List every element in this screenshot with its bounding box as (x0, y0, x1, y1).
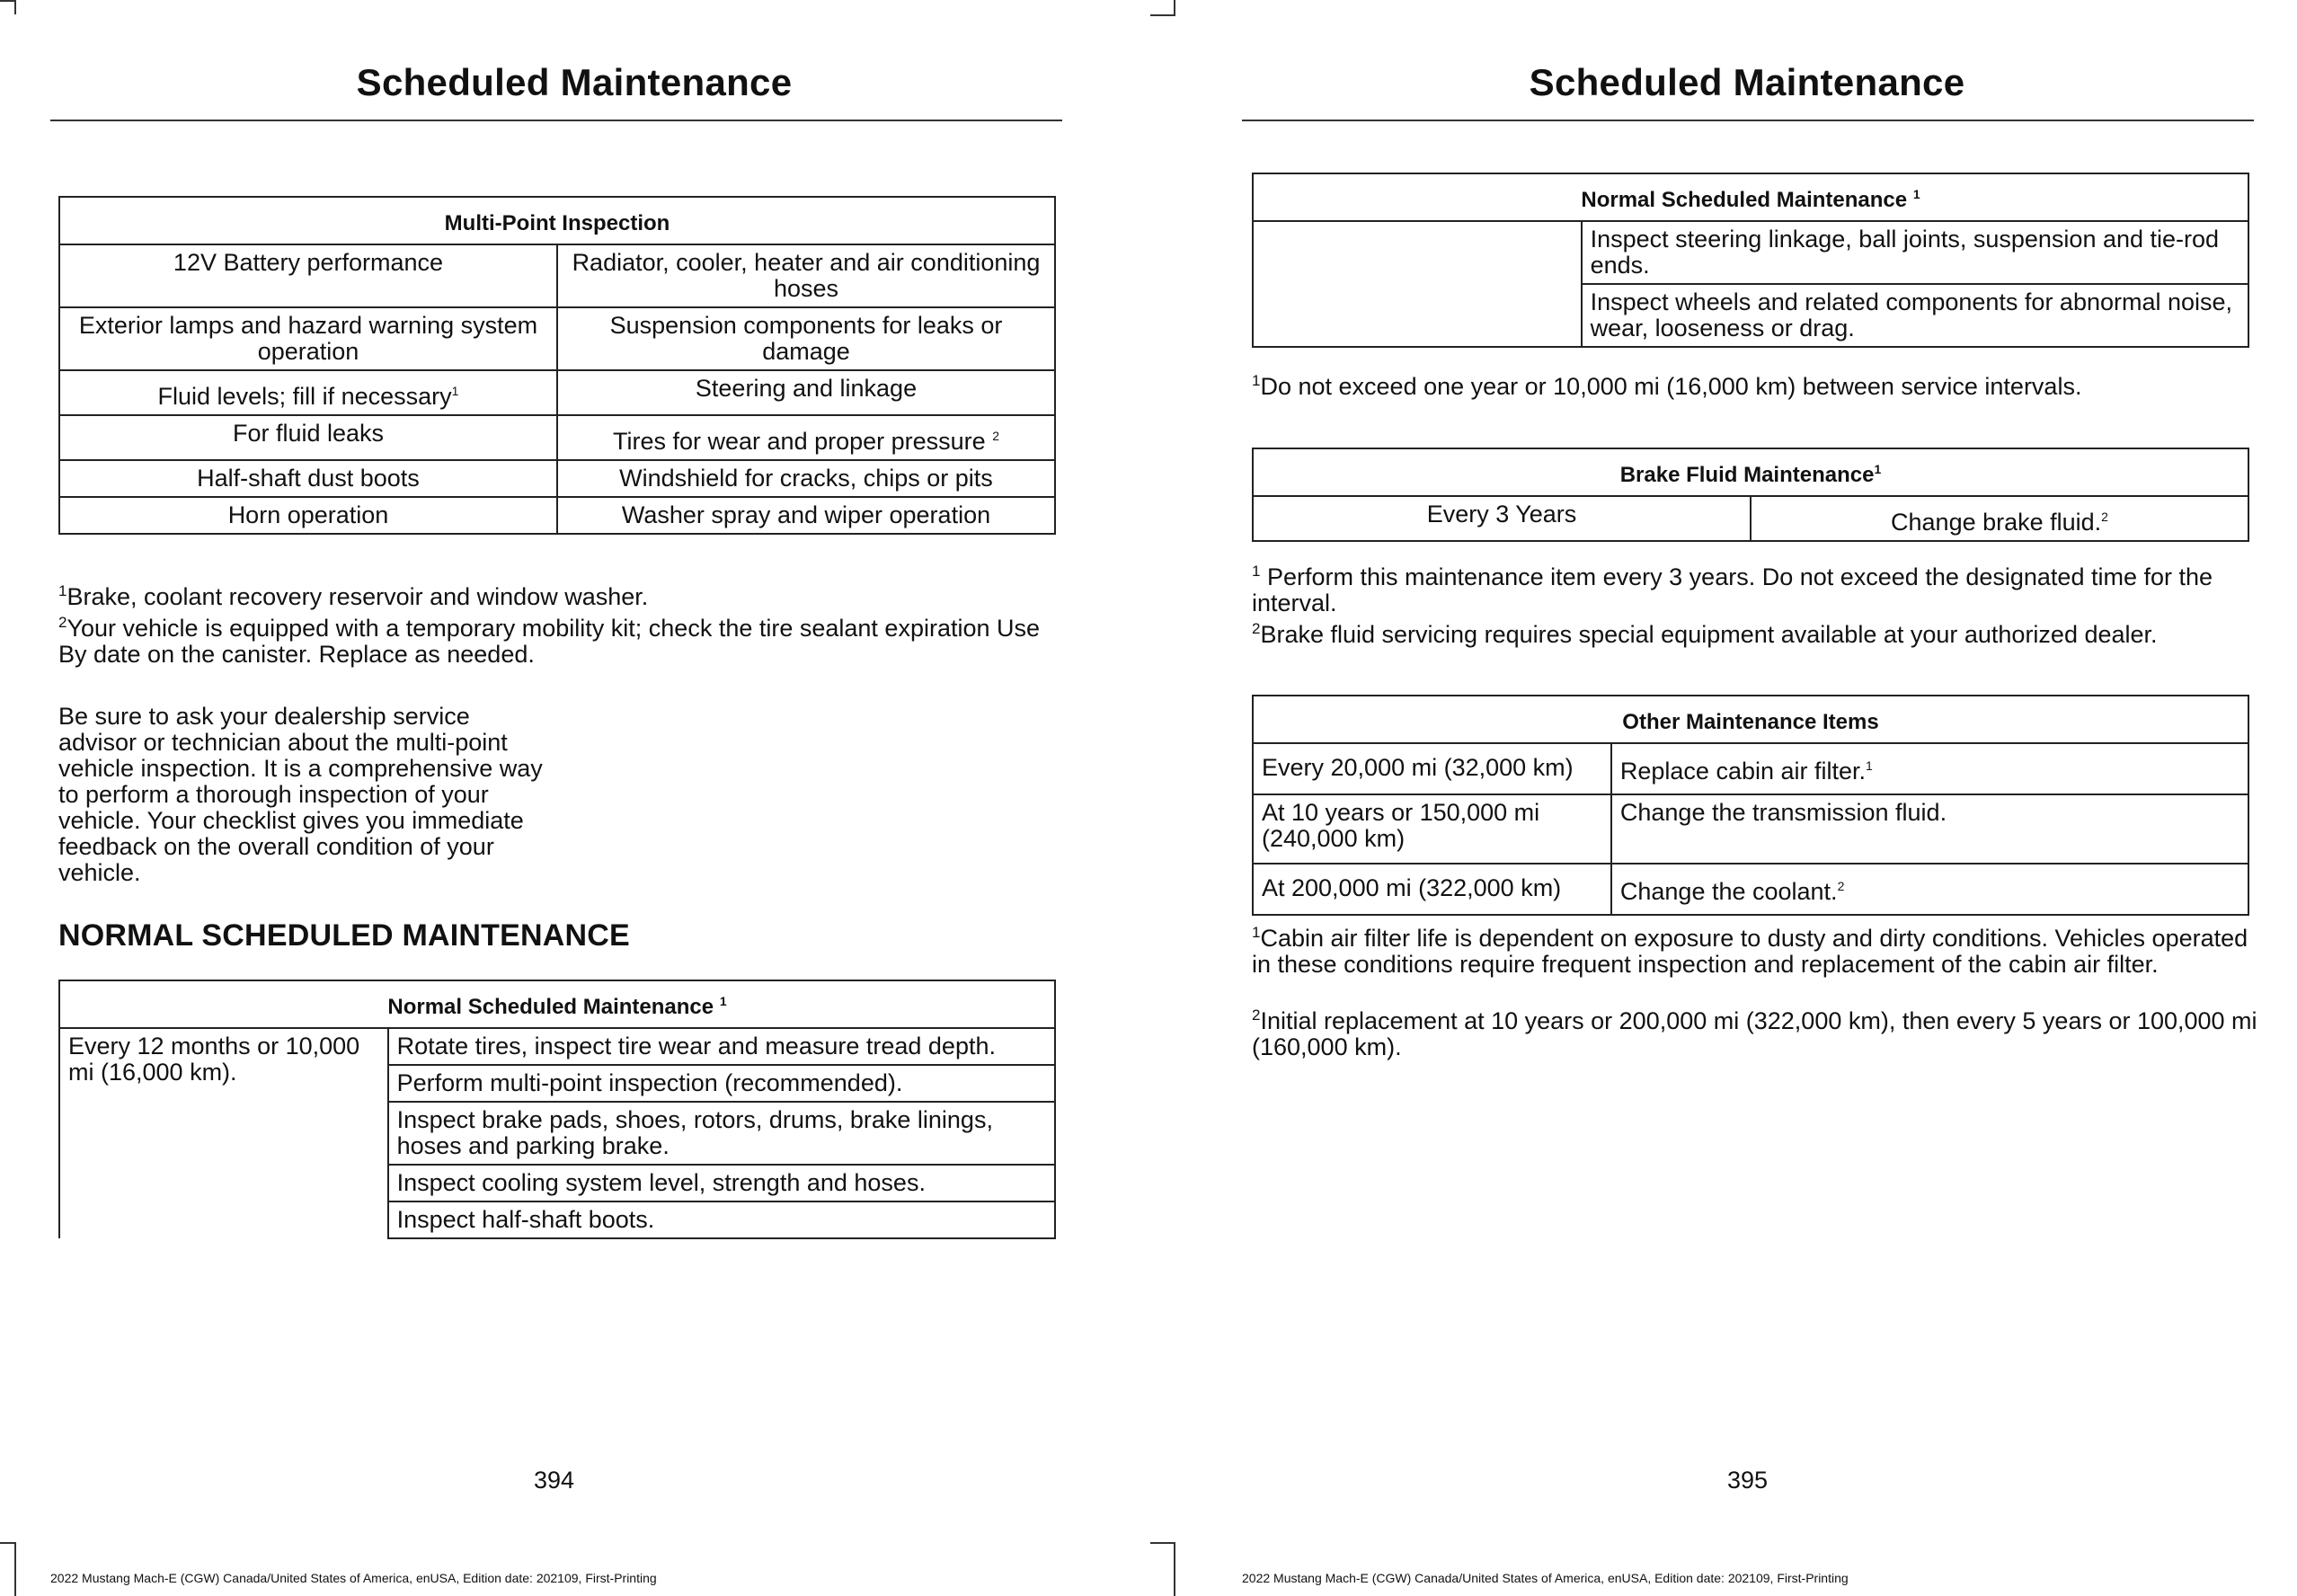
table-heading: Other Maintenance Items (1253, 696, 2248, 743)
table-row (59, 370, 1055, 415)
footnote (1252, 1008, 2258, 1060)
interval-cell: Every 3 Years (1253, 496, 1751, 541)
footnote (1252, 926, 2258, 978)
interval-cell: Every 20,000 mi (32,000 km) (1253, 743, 1611, 794)
footnote-text: Cabin air filter life is dependent on exposure to dusty and dirty conditions. Vehicles operated in these conditions require frequent inspection and replacement of the cabin air filter. (1252, 925, 2248, 978)
brake-fluid-table (1252, 448, 2249, 542)
footnote-text: Brake, coolant recovery reservoir and window washer. (67, 583, 649, 610)
table-cell: Suspension components for leaks or damage (557, 307, 1055, 370)
table-cell (1611, 743, 2248, 794)
footnote (58, 616, 1060, 668)
footnote-ref: 1 (1874, 462, 1882, 476)
cell-text: Replace cabin air filter. (1619, 758, 1867, 785)
table-row (1253, 864, 2248, 915)
footnote-ref: 2 (2101, 510, 2108, 524)
footnote-ref: 1 (1912, 187, 1920, 201)
table-row (59, 244, 1055, 307)
page-footer: 2022 Mustang Mach-E (CGW) Canada/United States of America, enUSA, Edition date: 202109, First-Printing (50, 1571, 657, 1585)
footnote-mark: 2 (58, 614, 67, 631)
footnote-text: Perform this maintenance item every 3 years. Do not exceed the designated time for the interval. (1252, 563, 2213, 616)
table-row (1253, 743, 2248, 794)
table-cell: Washer spray and wiper operation (557, 497, 1055, 534)
body-paragraph: Be sure to ask your dealership service advisor or technician about the multi-point vehicle inspection. It is a comprehensive way to perform a thorough inspection of your vehicle. Your checklist gives you immediate feedback on the overall condition of your vehicle. (58, 703, 543, 886)
page-title: Scheduled Maintenance (356, 61, 793, 103)
page-title: Scheduled Maintenance (1529, 61, 1965, 103)
table-heading (59, 980, 1055, 1028)
footnote-mark: 2 (1252, 620, 1261, 637)
table-row (59, 307, 1055, 370)
footnote (58, 584, 1060, 610)
table-row (59, 497, 1055, 534)
cell-text: Change brake fluid. (1891, 509, 2102, 536)
footnote-mark: 2 (1252, 1006, 1261, 1024)
table-row (1253, 496, 2248, 541)
table-cell: Inspect steering linkage, ball joints, suspension and tie-rod ends. (1582, 221, 2248, 284)
footnote-mark: 1 (1252, 372, 1261, 389)
table-heading-text: Normal Scheduled Maintenance (387, 995, 714, 1019)
table-heading: Multi-Point Inspection (59, 197, 1055, 244)
footnote (1252, 374, 2254, 400)
table-row (59, 415, 1055, 460)
left-page (0, 0, 1148, 1596)
footnote-ref: 1 (451, 384, 459, 398)
table-cell (557, 415, 1055, 460)
table-cell: 12V Battery performance (59, 244, 557, 307)
table-row (1253, 221, 2248, 284)
table-cell: Steering and linkage (557, 370, 1055, 415)
table-cell: Exterior lamps and hazard warning system operation (59, 307, 557, 370)
footnote-ref: 1 (1866, 758, 1873, 773)
footnote (1252, 564, 2254, 616)
page-number: 395 (1727, 1467, 1769, 1494)
table-row (59, 1028, 1055, 1065)
table-cell: Radiator, cooler, heater and air conditioning hoses (557, 244, 1055, 307)
table-cell: Rotate tires, inspect tire wear and measure tread depth. (388, 1028, 1055, 1065)
table-cell: Inspect wheels and related components for abnormal noise, wear, looseness or drag. (1582, 284, 2248, 347)
footnote-text: Your vehicle is equipped with a temporary mobility kit; check the tire sealant expiration Use By date on the canister. Replace as needed. (58, 615, 1041, 668)
interval-cell: At 200,000 mi (322,000 km) (1253, 864, 1611, 915)
page-footer: 2022 Mustang Mach-E (CGW) Canada/United States of America, enUSA, Edition date: 202109, First-Printing (1242, 1571, 1849, 1585)
title-rule (1242, 120, 2254, 121)
interval-cell (1253, 221, 1582, 347)
table-cell (1751, 496, 2248, 541)
interval-cell: Every 12 months or 10,000 mi (16,000 km). (59, 1028, 388, 1238)
table-cell: Half-shaft dust boots (59, 460, 557, 497)
footnote (1252, 622, 2254, 648)
interval-cell: At 10 years or 150,000 mi (240,000 km) (1253, 794, 1611, 864)
footnote-text: Brake fluid servicing requires special equipment available at your authorized dealer. (1260, 621, 2158, 648)
table-cell (1611, 864, 2248, 915)
table-cell: Horn operation (59, 497, 557, 534)
cell-text: Fluid levels; fill if necessary (157, 383, 452, 410)
normal-maintenance-continued-table (1252, 173, 2249, 348)
other-maintenance-table (1252, 695, 2249, 916)
footnote-mark: 1 (1252, 563, 1261, 580)
footnote-ref: 1 (719, 994, 727, 1008)
page-number: 394 (534, 1467, 575, 1494)
table-cell: For fluid leaks (59, 415, 557, 460)
footnote-ref: 2 (1837, 879, 1845, 893)
cell-text: Change the coolant. (1619, 878, 1838, 905)
normal-maintenance-table (58, 980, 1056, 1239)
table-cell: Inspect half-shaft boots. (388, 1201, 1055, 1238)
table-heading-text: Normal Scheduled Maintenance (1581, 188, 1908, 212)
table-cell: Perform multi-point inspection (recommended). (388, 1065, 1055, 1102)
section-heading: NORMAL SCHEDULED MAINTENANCE (58, 918, 630, 953)
footnote-ref: 2 (992, 429, 999, 443)
table-row (1253, 794, 2248, 864)
table-heading (1253, 448, 2248, 496)
table-cell (59, 370, 557, 415)
footnote-text: Do not exceed one year or 10,000 mi (16,000 km) between service intervals. (1260, 373, 2082, 400)
table-cell: Windshield for cracks, chips or pits (557, 460, 1055, 497)
multi-point-inspection-table (58, 196, 1056, 535)
footnote-mark: 1 (1252, 924, 1261, 941)
right-page (1148, 0, 2297, 1596)
cell-text: Tires for wear and proper pressure (613, 428, 986, 455)
footnote-text: Initial replacement at 10 years or 200,000 mi (322,000 km), then every 5 years or 100,000 mi (160,000 km). (1252, 1007, 2257, 1060)
footnote-mark: 1 (58, 582, 67, 599)
table-cell: Inspect cooling system level, strength and hoses. (388, 1165, 1055, 1201)
table-heading (1253, 173, 2248, 221)
table-row (59, 460, 1055, 497)
table-cell: Change the transmission fluid. (1611, 794, 2248, 864)
title-rule (50, 120, 1062, 121)
table-cell: Inspect brake pads, shoes, rotors, drums, brake linings, hoses and parking brake. (388, 1102, 1055, 1165)
table-heading-text: Brake Fluid Maintenance (1619, 463, 1875, 487)
